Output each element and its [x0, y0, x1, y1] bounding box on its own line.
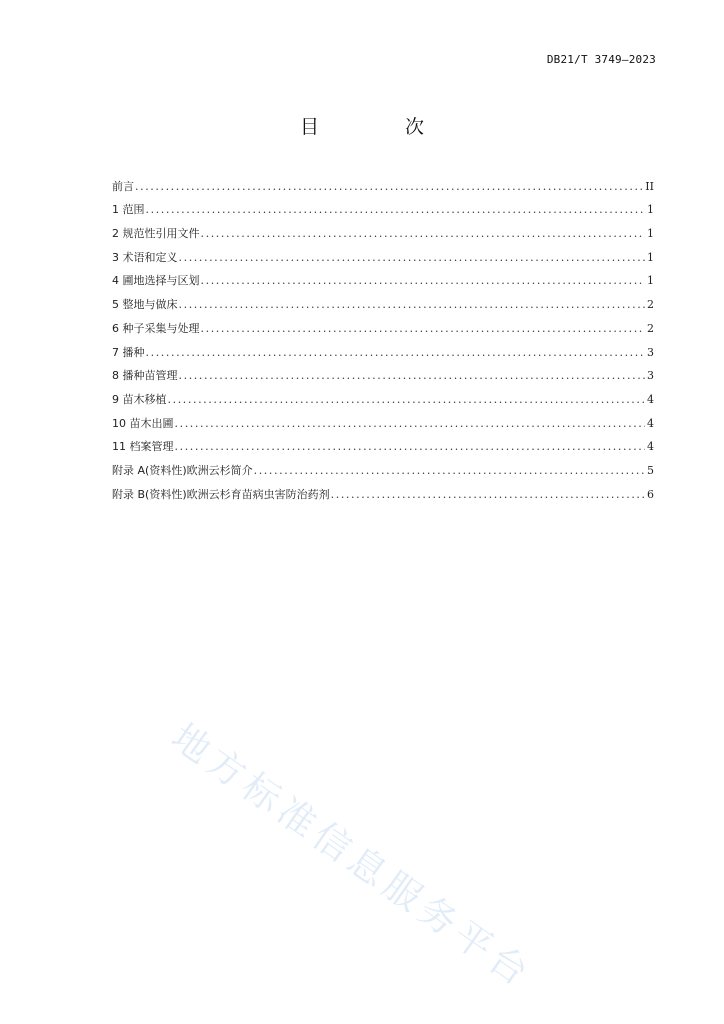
toc-entry-records[interactable] [112, 431, 654, 455]
toc-leader-dots [175, 440, 646, 454]
toc-entry-page: 6 [647, 487, 654, 501]
toc-entry-label: 1 范围 [112, 203, 145, 217]
toc-entry-page: 4 [647, 416, 654, 430]
toc-entry-nursery-selection[interactable] [112, 265, 654, 289]
toc-leader-dots [201, 322, 646, 336]
toc-entry-label: 9 苗木移植 [112, 392, 167, 406]
toc-entry-label: 3 术语和定义 [112, 250, 178, 264]
toc-entry-page: 3 [647, 369, 654, 383]
toc-entry-page: 2 [647, 321, 654, 335]
toc-entry-label: 附录 A(资料性)欧洲云杉简介 [112, 463, 253, 477]
toc-entry-transplanting[interactable] [112, 383, 654, 407]
toc-leader-dots [201, 227, 646, 241]
toc-leader-dots [179, 298, 646, 312]
document-code: DB21/T 3749—2023 [546, 53, 656, 66]
toc-entry-terms-definitions[interactable] [112, 241, 654, 265]
toc-entry-label: 7 播种 [112, 345, 145, 359]
toc-entry-page: 2 [647, 298, 654, 312]
toc-entry-page: 3 [647, 345, 654, 359]
toc-entry-scope[interactable] [112, 194, 654, 218]
toc-entry-seed-collection[interactable] [112, 312, 654, 336]
toc-entry-page: 1 [647, 203, 654, 217]
toc-entry-appendix-b[interactable] [112, 478, 654, 502]
toc-entry-label: 8 播种苗管理 [112, 369, 178, 383]
toc-leader-dots [146, 203, 646, 217]
toc-entry-foreword[interactable] [112, 170, 654, 194]
toc-leader-dots [331, 488, 645, 502]
toc-entry-page: 1 [647, 227, 654, 241]
watermark: 地方标准信息服务平台 [163, 715, 541, 998]
toc-leader-dots [179, 369, 646, 383]
page-title: 目 次 [299, 116, 465, 138]
toc-entry-label: 附录 B(资料性)欧洲云杉育苗病虫害防治药剂 [112, 487, 330, 501]
toc-leader-dots [135, 180, 643, 194]
toc-entry-label: 4 圃地选择与区划 [112, 274, 200, 288]
toc-entry-land-preparation[interactable] [112, 288, 654, 312]
toc-entry-label: 5 整地与做床 [112, 298, 178, 312]
toc-entry-appendix-a[interactable] [112, 454, 654, 478]
toc-leader-dots [179, 251, 646, 265]
toc-entry-label: 10 苗木出圃 [112, 416, 174, 430]
toc-entry-sowing[interactable] [112, 336, 654, 360]
toc-entry-label: 11 档案管理 [112, 440, 174, 454]
toc-entry-page: 1 [647, 250, 654, 264]
toc-entry-page: 1 [647, 274, 654, 288]
toc-entry-page: 5 [647, 463, 654, 477]
toc-entry-seedling-management[interactable] [112, 360, 654, 384]
toc-entry-page: II [645, 179, 654, 193]
toc-entry-outplanting[interactable] [112, 407, 654, 431]
toc-leader-dots [175, 417, 646, 431]
toc-leader-dots [146, 346, 646, 360]
toc-entry-label: 2 规范性引用文件 [112, 227, 200, 241]
toc-entry-page: 4 [647, 440, 654, 454]
toc-entry-label: 6 种子采集与处理 [112, 321, 200, 335]
toc-leader-dots [254, 464, 645, 478]
toc-leader-dots [201, 274, 646, 288]
toc-entry-label: 前言 [112, 179, 134, 193]
toc-entry-page: 4 [647, 392, 654, 406]
toc-entry-normative-references[interactable] [112, 217, 654, 241]
table-of-contents [112, 170, 654, 502]
toc-leader-dots [168, 393, 646, 407]
